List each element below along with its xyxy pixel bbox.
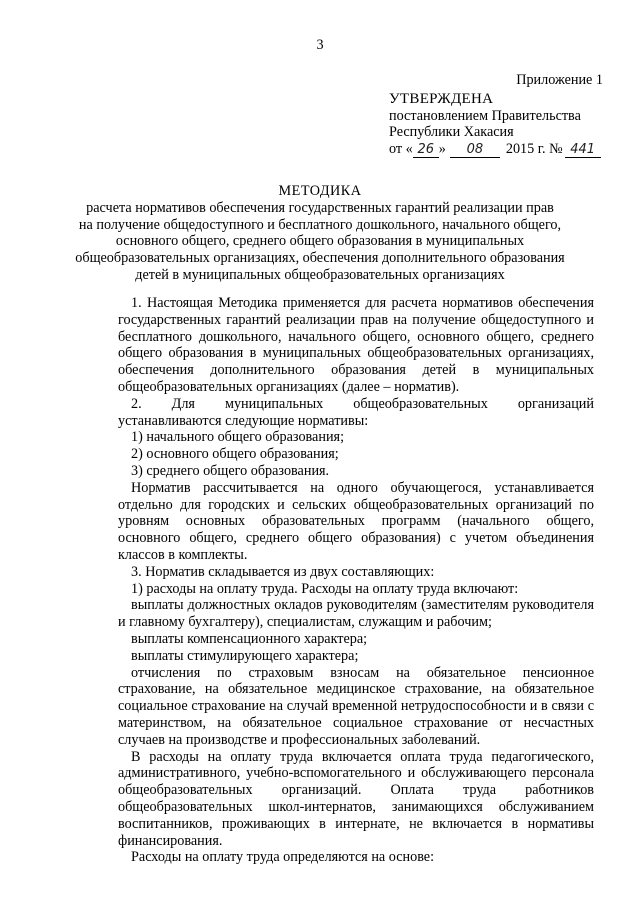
paragraph-4: 3. Норматив складывается из двух составляющих: [131, 563, 435, 580]
paragraph-10: В расходы на оплату труда включается оплата труда педагогического, административного, учебно-вспомогательного и обслуживающего персонала общеобразовательных организаций. Оплата труда работников общеобразовательных школ-интернатов, занимающихся обслуживанием воспитанников, проживающих в интернате, не включается в нормативы финансирования. [118, 748, 594, 849]
date-prefix: от « [389, 141, 413, 158]
approval-line-1: постановлением Правительства [389, 107, 581, 124]
approved-heading: УТВЕРЖДЕНА [389, 90, 494, 107]
approval-block [389, 72, 603, 158]
paragraph-2: 2. Для муниципальных общеобразовательных организаций устанавливаются следующие нормативы: [118, 395, 594, 429]
date-year-part: 2015 г. № [505, 141, 563, 158]
subtitle-line: основного общего, среднего общего образования в муниципальных [115, 233, 525, 250]
list-item: 1) начального общего образования; [131, 429, 345, 446]
appendix-label: Приложение 1 [516, 72, 603, 88]
page-number: 3 [316, 37, 324, 53]
paragraph-8: выплаты стимулирующего характера; [131, 647, 359, 664]
paragraph-5: 1) расходы на оплату труда. Расходы на оплату труда включают: [131, 580, 519, 597]
decree-number: 441 [565, 142, 601, 158]
subtitle-line: общеобразовательных организациях, обеспечения дополнительного образования [75, 250, 565, 267]
date-month: 08 [450, 142, 500, 158]
paragraph-6: выплаты должностных окладов руководителям (заместителям руководителя и главному бухгалтеру), специалистам, служащим и рабочим; [118, 597, 594, 631]
date-separator: » [438, 141, 446, 158]
document-body [118, 295, 594, 866]
paragraph-9: отчисления по страховым взносам на обязательное пенсионное страхование, на обязательное медицинское страхование, на обязательное социальное страхование на случай временной нетрудоспособности и в связи с материнством, на обязательное социальное страхование от несчастных случаев на производстве и профессиональных заболеваний. [118, 664, 594, 748]
list-item: 3) среднего общего образования. [131, 462, 330, 479]
subtitle-line: расчета нормативов обеспечения государственных гарантий реализации прав [86, 199, 554, 216]
date-day: 26 [413, 142, 439, 158]
approval-line-2: Республики Хакасия [389, 124, 514, 141]
paragraph-7: выплаты компенсационного характера; [131, 630, 368, 647]
subtitle-line: детей в муниципальных общеобразовательных организациях [135, 266, 505, 283]
paragraph-1: 1. Настоящая Методика применяется для расчета нормативов обеспечения государственных гарантий реализации прав на получение общедоступного и бесплатного дошкольного, начального общего, основного общего, среднего общего образования в муниципальных общеобразовательных организациях, обеспечения дополнительного образования детей в муниципальных общеобразовательных организациях (далее – норматив). [118, 295, 594, 395]
paragraph-3: Норматив рассчитывается на одного обучающегося, устанавливается отдельно для городских и сельских общеобразовательных организаций по уровням основных образовательных программ (начального общего, основного общего, среднего общего образования) с учетом объединения классов в комплекты. [118, 479, 594, 563]
document-title: МЕТОДИКА [278, 183, 362, 199]
title-block [0, 183, 640, 284]
subtitle-line: на получение общедоступного и бесплатного дошкольного, начального общего, [78, 216, 562, 233]
approval-date-line [389, 141, 603, 158]
list-item: 2) основного общего образования; [131, 446, 339, 463]
paragraph-11: Расходы на оплату труда определяются на основе: [131, 849, 435, 866]
